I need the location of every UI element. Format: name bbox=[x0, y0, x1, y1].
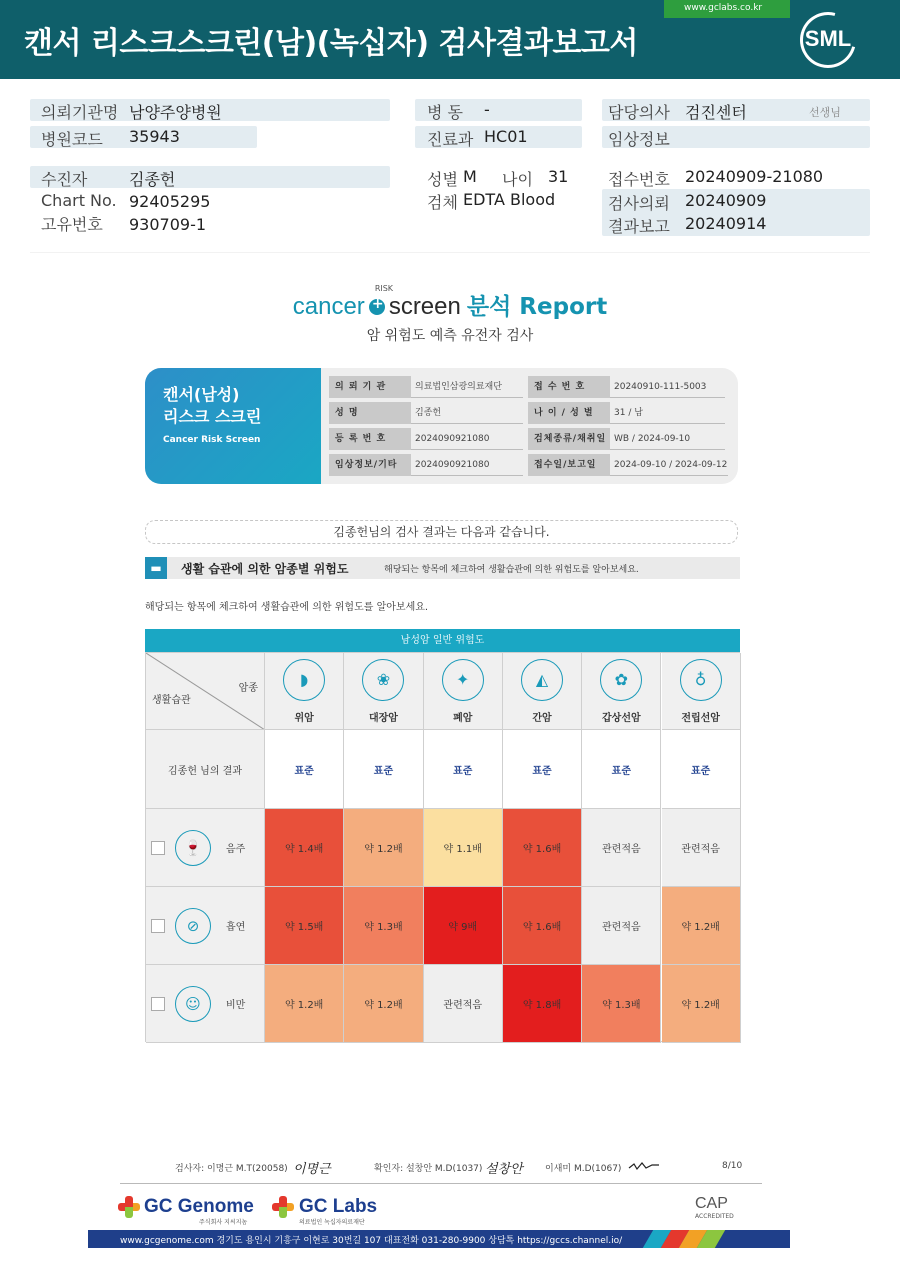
card-key: 등 록 번 호 bbox=[329, 428, 411, 450]
footer-site: www.gclabs.co.kr bbox=[684, 3, 763, 13]
lung-icon: ✦ bbox=[442, 659, 484, 701]
card-key: 임상정보/기타 bbox=[329, 454, 411, 476]
doctor-suffix: 선생님 bbox=[809, 106, 841, 119]
liver-icon: ◭ bbox=[521, 659, 563, 701]
confirmer-signature: 설창안 bbox=[485, 1162, 523, 1177]
confirmer2: 이새미 M.D(1067) bbox=[545, 1164, 622, 1174]
risk-value-cell: 약 1.3배 bbox=[582, 965, 661, 1043]
ward-value: - bbox=[484, 100, 490, 119]
table-corner: 암종 생활습관 bbox=[146, 653, 265, 730]
report-date-value: 20240914 bbox=[685, 214, 767, 233]
result-row-label: 김종헌 님의 결과 bbox=[146, 730, 265, 809]
page-number: 8/10 bbox=[722, 1161, 743, 1171]
section-hint: 해당되는 항목에 체크하여 생활습관에 의한 위험도를 알아보세요. bbox=[384, 565, 639, 575]
age-value: 31 bbox=[548, 167, 569, 186]
signature-scribble bbox=[628, 1161, 660, 1171]
habit-row-label bbox=[146, 965, 265, 1043]
prostate-icon: ♁ bbox=[680, 659, 722, 701]
card-value: 2024090921080 bbox=[411, 428, 523, 450]
receipt-label: 접수번호 bbox=[608, 170, 670, 189]
card-key: 검체종류/채취일 bbox=[528, 428, 610, 450]
alcohol-icon: 🍷 bbox=[175, 830, 211, 866]
risk-value-cell: 약 1.2배 bbox=[265, 965, 344, 1043]
risk-value-cell: 약 1.8배 bbox=[503, 965, 582, 1043]
cancer-column-header bbox=[582, 653, 661, 730]
card-value: 20240910-111-5003 bbox=[610, 376, 725, 398]
patient-label: 수진자 bbox=[41, 170, 88, 189]
hospital-code-value: 35943 bbox=[129, 127, 180, 146]
gc-labs-logo: GC Labs bbox=[299, 1196, 378, 1217]
dept-value: HC01 bbox=[484, 127, 528, 146]
risk-value-cell: 관련적음 bbox=[582, 887, 661, 965]
risk-value-cell: 약 1.6배 bbox=[503, 887, 582, 965]
result-value: 표준 bbox=[265, 730, 344, 809]
age-label: 나이 bbox=[502, 170, 533, 189]
section-title: 생활 습관에 의한 암종별 위험도 bbox=[181, 562, 349, 576]
habit-checkbox[interactable] bbox=[151, 997, 165, 1011]
risk-value-cell: 약 1.6배 bbox=[503, 809, 582, 887]
specimen-label: 검체 bbox=[427, 193, 458, 212]
habit-row-label bbox=[146, 809, 265, 887]
cancer-column-header bbox=[344, 653, 423, 730]
clinical-label: 임상정보 bbox=[608, 130, 670, 149]
section-header bbox=[145, 557, 740, 579]
card-key: 성 명 bbox=[329, 402, 411, 424]
risk-value-cell: 약 9배 bbox=[424, 887, 503, 965]
receipt-value: 20240909-21080 bbox=[685, 167, 824, 186]
habit-checkbox[interactable] bbox=[151, 919, 165, 933]
tester: 검사자: 이명근 M.T(20058) bbox=[175, 1164, 288, 1174]
gc-genome-logo: GC Genome bbox=[144, 1196, 254, 1217]
cancer-column-header bbox=[265, 653, 344, 730]
cancer-column-header bbox=[424, 653, 503, 730]
report-date-label: 결과보고 bbox=[608, 217, 670, 236]
sex-label: 성별 bbox=[427, 170, 458, 189]
cancer-name: 전립선암 bbox=[681, 712, 720, 724]
uid-label: 고유번호 bbox=[41, 215, 103, 234]
confirmer: 확인자: 설창안 M.D(1037) bbox=[374, 1164, 483, 1174]
risk-value-cell: 약 1.2배 bbox=[662, 887, 741, 965]
request-label: 검사의뢰 bbox=[608, 194, 670, 213]
specimen-value: EDTA Blood bbox=[463, 190, 556, 209]
chart-label: Chart No. bbox=[41, 191, 117, 210]
result-value: 표준 bbox=[344, 730, 423, 809]
hospital-label: 의뢰기관명 bbox=[41, 103, 119, 122]
risk-value-cell: 약 1.2배 bbox=[662, 965, 741, 1043]
report-subtitle: 암 위험도 예측 유전자 검사 bbox=[366, 328, 534, 344]
patient-value: 김종헌 bbox=[129, 170, 176, 189]
request-value: 20240909 bbox=[685, 191, 767, 210]
card-value: 의료법인삼광의료재단 bbox=[411, 376, 523, 398]
obesity-icon: ☺ bbox=[175, 986, 211, 1022]
card-value: 2024-09-10 / 2024-09-12 bbox=[610, 454, 728, 476]
cancer-name: 위암 bbox=[294, 712, 314, 724]
risk-value-cell: 약 1.2배 bbox=[344, 809, 423, 887]
card-key: 접 수 번 호 bbox=[528, 376, 610, 398]
risk-value-cell: 관련적음 bbox=[424, 965, 503, 1043]
result-value: 표준 bbox=[424, 730, 503, 809]
footer-site-bar bbox=[664, 0, 790, 18]
hospital-value: 남양주양병원 bbox=[129, 103, 222, 122]
habit-name: 흡연 bbox=[226, 922, 246, 933]
habit-row-label bbox=[146, 887, 265, 965]
gc-labs-sub: 의료법인 녹십자의료재단 bbox=[299, 1219, 365, 1226]
smoking-icon: ⊘ bbox=[175, 908, 211, 944]
stomach-icon: ◗ bbox=[283, 659, 325, 701]
result-value: 표준 bbox=[582, 730, 661, 809]
gc-cross-icon bbox=[118, 1196, 140, 1218]
instruction-text: 해당되는 항목에 체크하여 생활습관에 의한 위험도를 알아보세요. bbox=[145, 602, 429, 613]
cancer-name: 갑상선암 bbox=[602, 712, 641, 724]
report-title: 캔서 리스크스크린(남)(녹십자) 검사결과보고서 bbox=[24, 26, 638, 61]
card-title-panel: 캔서(남성) 리스크 스크린 Cancer Risk Screen bbox=[145, 368, 321, 484]
chart-value: 92405295 bbox=[129, 192, 211, 211]
cancer-name: 폐암 bbox=[453, 712, 473, 724]
risk-value-cell: 관련적음 bbox=[662, 809, 741, 887]
bed-icon: ▬ bbox=[145, 557, 167, 579]
gc-cross-icon bbox=[272, 1196, 294, 1218]
gc-genome-sub: 주식회사 지씨지놈 bbox=[199, 1219, 248, 1226]
summary-card bbox=[145, 368, 738, 484]
cancer-name: 간암 bbox=[532, 712, 552, 724]
uid-value: 930709-1 bbox=[129, 215, 207, 234]
cancer-column-header bbox=[662, 653, 741, 730]
thyroid-icon: ✿ bbox=[600, 659, 642, 701]
colon-icon: ❀ bbox=[362, 659, 404, 701]
habit-name: 음주 bbox=[226, 844, 246, 855]
tester-signature: 이명근 bbox=[293, 1162, 331, 1177]
risk-value-cell: 약 1.3배 bbox=[344, 887, 423, 965]
risk-table bbox=[145, 652, 740, 1042]
ward-label: 병 동 bbox=[427, 103, 463, 122]
footer-bar bbox=[88, 1230, 790, 1248]
card-key: 나 이 / 성 별 bbox=[528, 402, 610, 424]
hospital-code-label: 병원코드 bbox=[41, 130, 103, 149]
card-value: 김종헌 bbox=[411, 402, 523, 424]
habit-checkbox[interactable] bbox=[151, 841, 165, 855]
card-value: 31 / 남 bbox=[610, 402, 725, 424]
footer-address: www.gcgenome.com 경기도 용인시 기흥구 이현로 30번길 107 대표전화 031-280-9900 상담톡 https://gccs.channel.io/ bbox=[120, 1236, 623, 1246]
risk-value-cell: 약 1.5배 bbox=[265, 887, 344, 965]
risk-value-cell: 약 1.4배 bbox=[265, 809, 344, 887]
cancer-column-header bbox=[503, 653, 582, 730]
cancer-name: 대장암 bbox=[368, 712, 398, 724]
sml-logo: SML bbox=[800, 12, 856, 68]
card-value: 2024090921080 bbox=[411, 454, 523, 476]
result-banner: 김종헌님의 검사 결과는 다음과 같습니다. bbox=[145, 520, 738, 544]
divider bbox=[30, 252, 870, 253]
result-value: 표준 bbox=[503, 730, 582, 809]
table-title: 남성암 일반 위험도 bbox=[145, 629, 740, 652]
doctor-value: 검진센터 bbox=[685, 103, 747, 122]
risk-value-cell: 약 1.2배 bbox=[344, 965, 423, 1043]
doctor-label: 담당의사 bbox=[608, 103, 670, 122]
habit-name: 비만 bbox=[226, 1000, 246, 1011]
dept-label: 진료과 bbox=[427, 130, 474, 149]
card-value: WB / 2024-09-10 bbox=[610, 428, 725, 450]
risk-value-cell: 약 1.1배 bbox=[424, 809, 503, 887]
result-value: 표준 bbox=[662, 730, 741, 809]
cap-accredited-logo: CAP ACCREDITED bbox=[695, 1195, 734, 1220]
plus-icon bbox=[369, 299, 385, 315]
footer-divider bbox=[120, 1183, 762, 1184]
risk-value-cell: 관련적음 bbox=[582, 809, 661, 887]
cancer-screen-logo: cancer+ RISK screen 분석 Report bbox=[0, 288, 900, 321]
card-key: 접수일/보고일 bbox=[528, 454, 610, 476]
sex-value: M bbox=[463, 167, 477, 186]
card-key: 의 뢰 기 관 bbox=[329, 376, 411, 398]
